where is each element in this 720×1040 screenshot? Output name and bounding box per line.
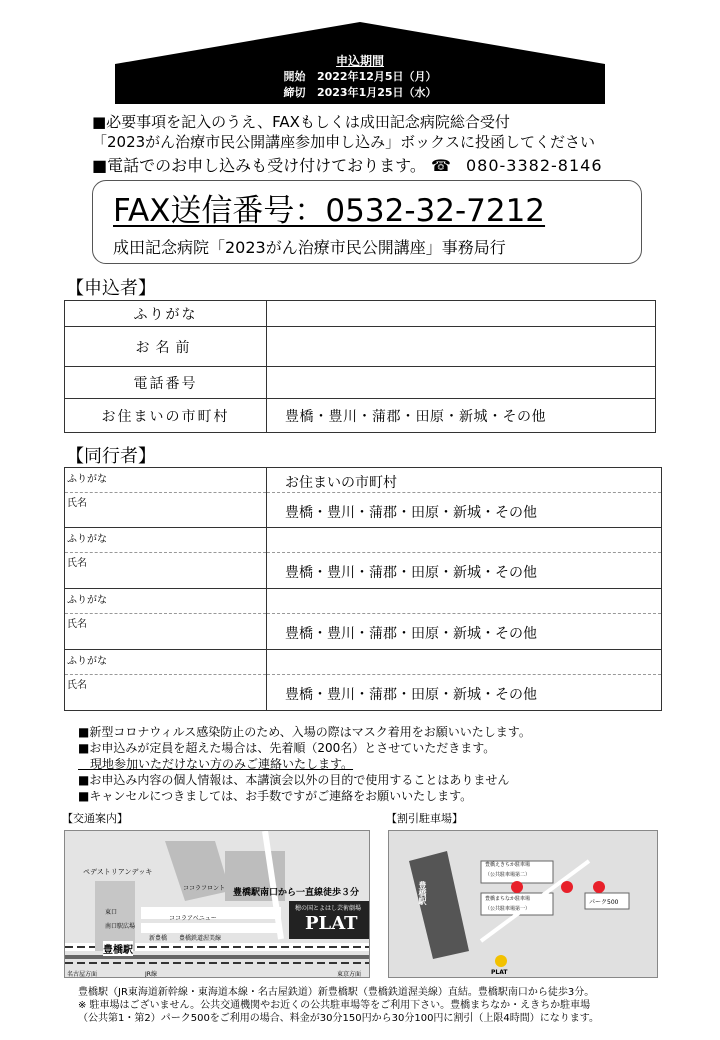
companion-city-cell[interactable]	[267, 528, 662, 589]
furigana-label: ふりがな	[65, 301, 267, 327]
companion-city-options: 豊橋・豊川・蒲郡・田原・新城・その他	[285, 687, 537, 703]
parking-p1-sub: （公共駐車場第二）	[485, 872, 531, 878]
note-item: ■お申込みが定員を超えた場合は、先着順（200名）とさせていただきます。	[78, 741, 496, 755]
companion-city-cell[interactable]	[267, 650, 662, 711]
parking-title: 【割引駐車場】	[386, 812, 463, 825]
companion-city-header: お住まいの市町村	[285, 475, 397, 491]
period-end: 締切 2023年1月25日（水）	[283, 86, 437, 99]
fax-box	[92, 180, 642, 264]
note-item: ■お申込み内容の個人情報は、本講演会以外の目的で使用することはありません	[78, 773, 510, 787]
companion-name-label: 氏名	[67, 558, 87, 569]
phone-icon: ☎	[430, 156, 451, 175]
companion-name-cell[interactable]	[65, 528, 267, 589]
city-label: お住まいの市町村	[65, 399, 267, 433]
companion-city-cell[interactable]	[267, 468, 662, 528]
note-item: 現地参加いただけない方のみご連絡いたします。	[78, 757, 354, 771]
map-nagoya: 名古屋方面	[67, 971, 98, 978]
period-title: 申込期間	[335, 54, 384, 68]
note-item: ■新型コロナウィルス感染防止のため、入場の際はマスク着用をお願いいたします。	[78, 725, 531, 739]
companion-city-options: 豊橋・豊川・蒲郡・田原・新城・その他	[285, 505, 537, 521]
companion-city-options: 豊橋・豊川・蒲郡・田原・新城・その他	[285, 565, 537, 581]
map-east-exit: 東口	[105, 909, 118, 916]
companion-city-cell[interactable]	[267, 589, 662, 650]
parking-map	[388, 830, 658, 978]
name-field[interactable]	[267, 327, 656, 367]
map-cocolafront: ココラフロント	[183, 885, 226, 892]
notes-list	[78, 724, 531, 804]
companion-furigana-label: ふりがな	[67, 595, 107, 606]
footer-text	[78, 986, 599, 1025]
companion-title: 【同行者】	[66, 446, 156, 467]
furigana-field[interactable]	[267, 301, 656, 327]
notice-phone: ■電話でのお申し込みも受け付けております。 ☎ 080-3382-8146	[92, 156, 603, 175]
parking-p1: 豊橋えきちか駐車場	[485, 862, 531, 868]
applicant-title: 【申込者】	[66, 278, 156, 299]
map-walk-label: 豊橋駅南口から一直線徒歩３分	[233, 888, 360, 898]
map-station: 豊橋駅	[103, 941, 133, 956]
name-label: お名前	[65, 327, 267, 367]
map-venue-sub: 穂の国とよはし芸術劇場	[295, 905, 362, 912]
parking-p2: 豊橋まちなか駐車場	[485, 896, 531, 902]
notice-line-2: 「2023がん治療市民公開講座参加申し込み」ボックスに投函してください	[92, 133, 596, 151]
footer-line: （公共第1・第2）パーク500をご利用の場合、料金が30分150円から30分100円に割引（上限4時間）になります。	[78, 1013, 599, 1024]
fax-office: 成田記念病院「2023がん治療市民公開講座」事務局行	[113, 238, 506, 257]
access-title: 【交通案内】	[62, 812, 128, 825]
map-tram: 豊橋鉄道渥美線	[179, 935, 222, 942]
map-cocola-avenue: ココラアベニュー	[169, 915, 217, 922]
companion-name-label: 氏名	[67, 680, 87, 691]
companion-table	[64, 467, 662, 711]
phone-label: 電話番号	[65, 367, 267, 399]
period-start: 開始 2022年12月5日（月）	[283, 70, 437, 83]
city-options[interactable]: 豊橋・豊川・蒲郡・田原・新城・その他	[267, 399, 656, 433]
parking-p2-sub: （公共駐車場第一）	[485, 906, 531, 912]
companion-name-cell[interactable]	[65, 650, 267, 711]
companion-city-options: 豊橋・豊川・蒲郡・田原・新城・その他	[285, 626, 537, 642]
map-tokyo: 東京方面	[337, 971, 362, 978]
companion-furigana-label: ふりがな	[67, 656, 107, 667]
map-venue: PLAT	[305, 913, 358, 934]
map-deck: ペデストリアンデッキ	[83, 868, 153, 876]
map-south-exit: 南口駅広場	[105, 923, 136, 930]
access-map	[64, 830, 370, 978]
phone-field[interactable]	[267, 367, 656, 399]
map-jr: JR線	[145, 971, 157, 978]
companion-furigana-label: ふりがな	[67, 534, 107, 545]
companion-name-cell[interactable]	[65, 468, 267, 528]
companion-name-cell[interactable]	[65, 589, 267, 650]
phone-number: 080-3382-8146	[465, 156, 603, 175]
applicant-table	[64, 300, 656, 433]
parking-venue: PLAT	[491, 969, 508, 976]
footer-line: 豊橋駅（JR東海道新幹線・東海道本線・名古屋鉄道）新豊橋駅（豊橋鉄道渥美線）直結。豊橋駅南口から徒歩3分。	[78, 987, 595, 998]
map-shin-toyohashi: 新豊橋	[149, 935, 168, 942]
parking-map-station: 豊橋駅	[418, 881, 427, 905]
notice-line-1: ■必要事項を記入のうえ、FAXもしくは成田記念病院総合受付	[92, 113, 510, 131]
parking-p3: パーク500	[589, 899, 619, 906]
companion-furigana-label: ふりがな	[67, 474, 107, 485]
footer-line: ※ 駐車場はございません。公共交通機関やお近くの公共駐車場等をご利用下さい。豊橋まちなか・えきちか駐車場	[78, 1000, 591, 1011]
companion-name-label: 氏名	[67, 498, 87, 509]
note-item: ■キャンセルにつきましては、お手数ですがご連絡をお願いいたします。	[78, 789, 473, 803]
companion-name-label: 氏名	[67, 619, 87, 630]
fax-number: FAX送信番号：0532-32-7212	[113, 193, 546, 229]
